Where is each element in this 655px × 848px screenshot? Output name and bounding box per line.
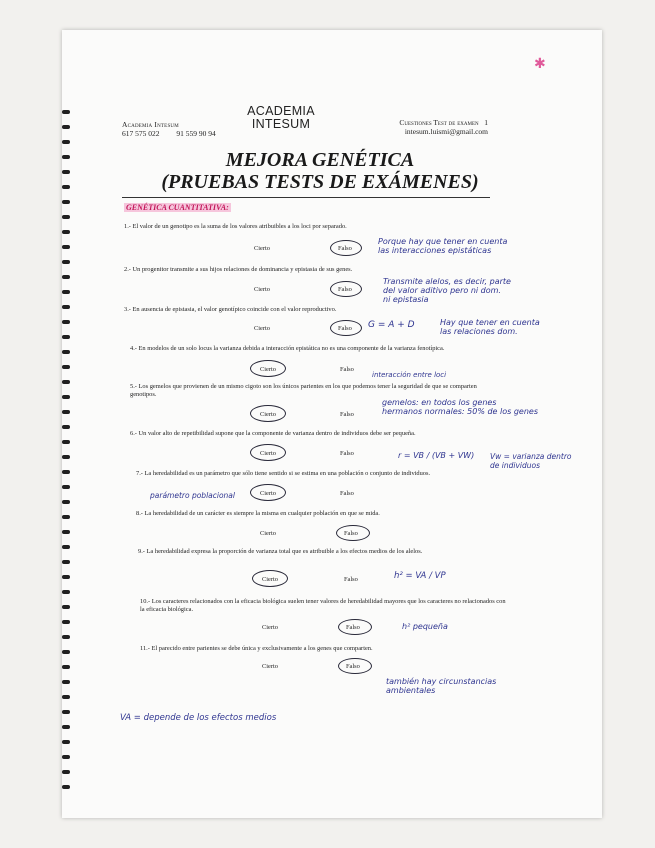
- option-true: Cierto: [254, 286, 270, 293]
- question-9: 9.- La heredabilidad expresa la proporción de varianza total que es atribuible a los efectos medios de los alelos.: [138, 548, 423, 555]
- option-false: Falso: [346, 663, 360, 670]
- option-false: Falso: [338, 286, 352, 293]
- spiral-ring: [62, 140, 70, 144]
- spiral-ring: [62, 200, 70, 204]
- handwritten-note-10: h² pequeña: [402, 622, 448, 631]
- answer-circle: [330, 240, 362, 256]
- spiral-ring: [62, 110, 70, 114]
- spiral-ring: [62, 755, 70, 759]
- handwritten-note-5: gemelos: en todos los genes hermanos normales: 50% de los genes: [382, 398, 539, 416]
- spiral-ring: [62, 425, 70, 429]
- spiral-ring: [62, 620, 70, 624]
- contact-email: intesum.luismi@gmail.com: [404, 127, 488, 136]
- spiral-ring: [62, 305, 70, 309]
- option-false: Falso: [340, 366, 354, 373]
- document-title: [140, 149, 500, 193]
- spiral-ring: [62, 230, 70, 234]
- exam-header: [358, 118, 488, 136]
- spiral-ring: [62, 335, 70, 339]
- handwritten-note-7: parámetro poblacional: [150, 491, 235, 500]
- academy-name: Academia Intesum: [122, 120, 179, 129]
- answer-circle: [338, 658, 372, 674]
- spiral-ring: [62, 635, 70, 639]
- option-true: Cierto: [260, 490, 276, 497]
- question-8: 8.- La heredabilidad de un carácter es siempre la misma en cualquier población en que se mida.: [136, 510, 380, 517]
- title-line-2: (PRUEBAS TESTS DE EXÁMENES): [161, 171, 479, 193]
- spiral-ring: [62, 380, 70, 384]
- academy-logo: [240, 105, 322, 131]
- spiral-ring: [62, 500, 70, 504]
- spiral-ring: [62, 260, 70, 264]
- page-number: 1: [484, 118, 488, 127]
- answer-circle: [250, 360, 286, 377]
- spiral-ring: [62, 605, 70, 609]
- spiral-ring: [62, 410, 70, 414]
- handwritten-note-3: Hay que tener en cuenta las relaciones dom.: [440, 318, 540, 336]
- spiral-ring: [62, 485, 70, 489]
- option-true: Cierto: [262, 663, 278, 670]
- phone-1: 617 575 022: [122, 129, 160, 138]
- spiral-ring: [62, 245, 70, 249]
- section-heading: GENÉTICA CUANTITATIVA:: [126, 203, 229, 212]
- option-true: Cierto: [260, 450, 276, 457]
- title-line-1: MEJORA GENÉTICA: [225, 149, 415, 171]
- spiral-ring: [62, 440, 70, 444]
- handwritten-bottom-note: VA = depende de los efectos medios: [120, 713, 277, 723]
- spiral-ring: [62, 560, 70, 564]
- answer-circle: [338, 619, 372, 635]
- spiral-ring: [62, 470, 70, 474]
- answer-circle: [252, 570, 288, 587]
- title-rule: [122, 197, 490, 198]
- spiral-ring: [62, 320, 70, 324]
- option-false: Falso: [340, 490, 354, 497]
- option-false: Falso: [346, 624, 360, 631]
- option-false: Falso: [338, 245, 352, 252]
- spiral-ring: [62, 395, 70, 399]
- handwritten-note-1: Porque hay que tener en cuenta las interacciones epistáticas: [378, 237, 508, 255]
- answer-circle: [250, 405, 286, 422]
- question-10: 10.- Los caracteres relacionados con la eficacia biológica suelen tener valores de heredabilidad mayores que los caracteres no relacionados con la eficacia biológica.: [140, 598, 506, 613]
- spiral-ring: [62, 455, 70, 459]
- option-false: Falso: [340, 450, 354, 457]
- option-true: Cierto: [254, 325, 270, 332]
- handwritten-formula-3: G = A + D: [368, 320, 415, 330]
- option-true: Cierto: [260, 411, 276, 418]
- academy-contact: [122, 120, 216, 138]
- answer-circle: [330, 281, 362, 297]
- option-false: Falso: [340, 411, 354, 418]
- handwritten-formula-6: r = VB / (VB + VW): [398, 451, 475, 460]
- spiral-ring: [62, 740, 70, 744]
- option-false: Falso: [338, 325, 352, 332]
- spiral-ring: [62, 545, 70, 549]
- spiral-ring: [62, 170, 70, 174]
- spiral-ring: [62, 680, 70, 684]
- answer-circle: [336, 525, 370, 541]
- option-true: Cierto: [262, 624, 278, 631]
- spiral-ring: [62, 155, 70, 159]
- spiral-ring: [62, 275, 70, 279]
- answer-circle: [250, 484, 286, 501]
- spiral-ring: [62, 785, 70, 789]
- question-7: 7.- La heredabilidad es un parámetro que sólo tiene sentido si se estima en una población o conjunto de individuos.: [136, 470, 431, 477]
- spiral-ring: [62, 515, 70, 519]
- option-false: Falso: [344, 530, 358, 537]
- spiral-ring: [62, 290, 70, 294]
- option-false: Falso: [344, 576, 358, 583]
- answer-circle: [330, 320, 362, 336]
- spiral-binding: [62, 110, 74, 810]
- handwritten-formula-9: h² = VA / VP: [394, 571, 446, 581]
- question-5: 5.- Los gemelos que provienen de un mismo cigoto son los únicos parientes en los que podemos tener la seguridad de que se comparten genotipos.: [130, 383, 477, 398]
- phone-2: 91 559 90 94: [176, 129, 216, 138]
- spiral-ring: [62, 770, 70, 774]
- spiral-ring: [62, 725, 70, 729]
- question-6: 6.- Un valor alto de repetibilidad supone que la componente de varianza dentro de individuos debe ser pequeña.: [130, 430, 416, 437]
- question-4: 4.- En modelos de un solo locus la varianza debida a interacción epistática no es una componente de la varianza fenotípica.: [130, 345, 445, 352]
- logo-line-2: INTESUM: [251, 117, 311, 131]
- question-2: 2.- Un progenitor transmite a sus hijos relaciones de dominancia y epistasia de sus genes.: [124, 266, 353, 273]
- option-true: Cierto: [254, 245, 270, 252]
- spiral-ring: [62, 365, 70, 369]
- spiral-ring: [62, 665, 70, 669]
- spiral-ring: [62, 695, 70, 699]
- spiral-ring: [62, 710, 70, 714]
- spiral-ring: [62, 575, 70, 579]
- option-true: Cierto: [262, 576, 278, 583]
- handwritten-note-6: Vw = varianza dentro de individuos: [490, 452, 572, 470]
- option-true: Cierto: [260, 530, 276, 537]
- handwritten-note-4: interacción entre loci: [372, 371, 447, 379]
- spiral-ring: [62, 350, 70, 354]
- spiral-ring: [62, 215, 70, 219]
- spiral-ring: [62, 590, 70, 594]
- handwritten-note-2: Transmite alelos, es decir, parte del valor aditivo pero ni dom. ni epistasia: [383, 277, 511, 304]
- exam-title: Cuestiones Test de examen: [399, 118, 479, 127]
- spiral-ring: [62, 530, 70, 534]
- question-11: 11.- El parecido entre parientes se debe única y exclusivamente a los genes que comparten.: [140, 645, 373, 652]
- handwritten-note-11: también hay circunstancias ambientales: [386, 677, 497, 695]
- spiral-ring: [62, 185, 70, 189]
- pink-star-mark: ✱: [534, 57, 546, 72]
- spiral-ring: [62, 650, 70, 654]
- question-3: 3.- En ausencia de epistasia, el valor genotípico coincide con el valor reproductivo.: [124, 306, 337, 313]
- option-true: Cierto: [260, 366, 276, 373]
- logo-line-1: ACADEMIA: [247, 104, 315, 118]
- answer-circle: [250, 444, 286, 461]
- question-1: 1.- El valor de un genotipo es la suma de los valores atribuibles a los loci por separado.: [124, 223, 347, 230]
- spiral-ring: [62, 125, 70, 129]
